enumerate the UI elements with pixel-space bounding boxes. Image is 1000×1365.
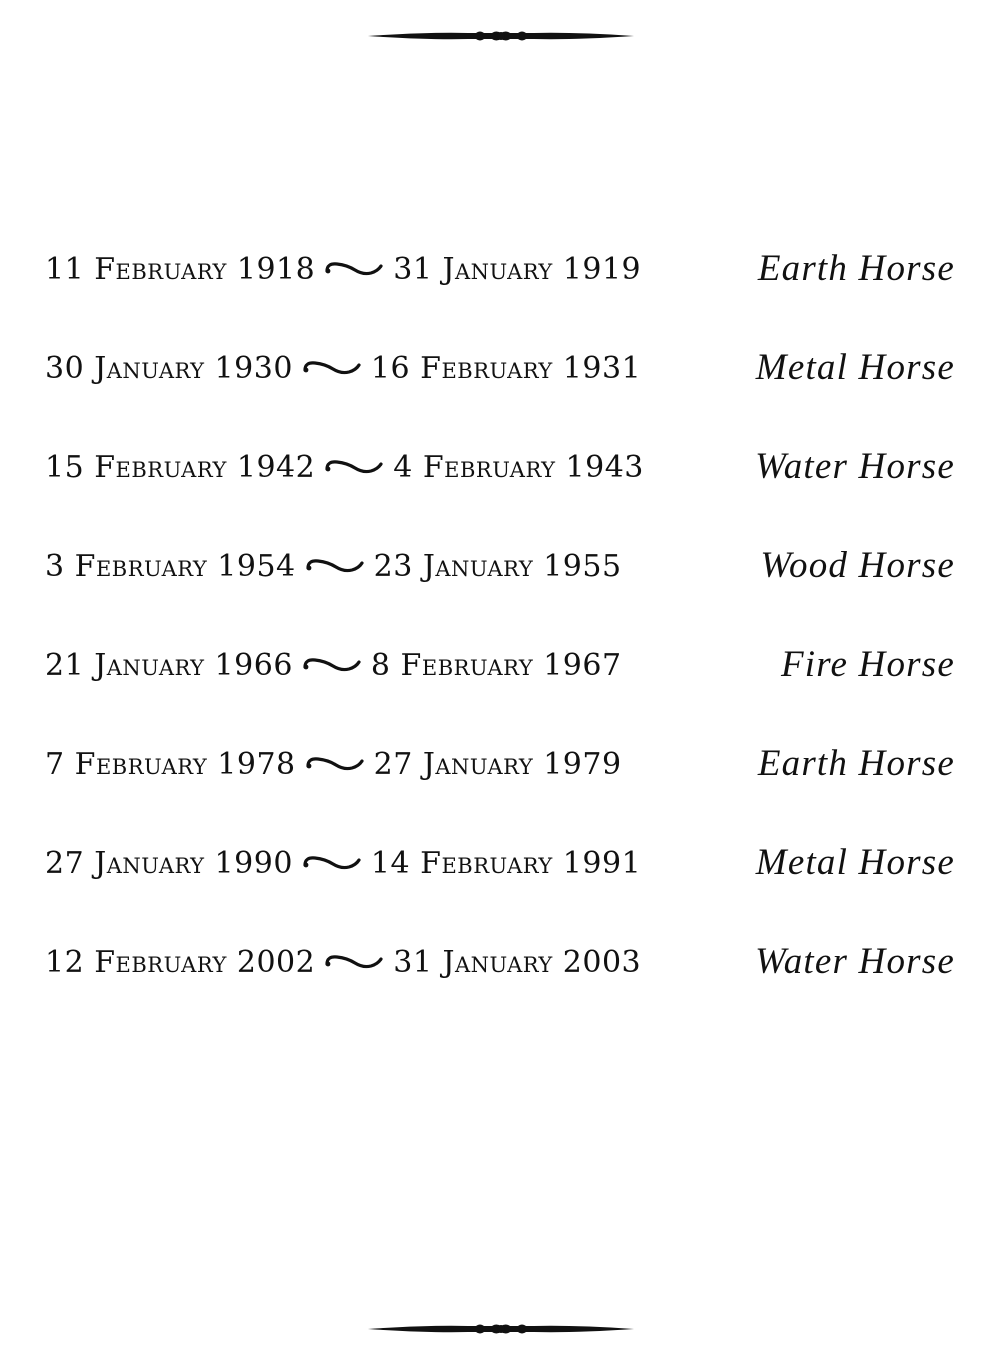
end-date: 23 January 1955 [373,549,622,584]
element-sign: Wood Horse [760,545,955,586]
end-date: 31 January 2003 [393,945,642,980]
date-range [45,549,622,585]
date-range [45,252,641,288]
list-item [0,933,1000,1032]
start-date: 30 January 1930 [45,351,293,386]
start-date: 11 February 1918 [45,252,316,287]
element-sign: Earth Horse [757,248,955,289]
horse-years-list [0,240,1000,1032]
date-range [45,846,641,882]
start-date: 27 January 1990 [45,846,293,881]
element-sign: Earth Horse [757,743,955,784]
swung-dash-icon [325,455,383,477]
swung-dash-icon [306,752,364,774]
list-item [0,537,1000,636]
list-item [0,735,1000,834]
start-date: 12 February 2002 [45,945,316,980]
swung-dash-icon [303,356,361,378]
end-date: 16 February 1931 [370,351,642,386]
start-date: 15 February 1942 [45,450,316,485]
element-sign: Water Horse [755,941,955,982]
element-sign: Water Horse [755,446,955,487]
start-date: 21 January 1966 [45,648,293,683]
end-date: 27 January 1979 [373,747,622,782]
end-date: 4 February 1943 [393,450,644,485]
date-range [45,351,641,387]
list-item [0,834,1000,933]
date-range [45,648,622,684]
swung-dash-icon [306,554,364,576]
swung-dash-icon [325,950,383,972]
start-date: 3 February 1954 [45,549,296,584]
top-ornament-icon [368,29,634,43]
element-sign: Metal Horse [755,842,955,883]
list-item [0,636,1000,735]
date-range [45,747,622,783]
date-range [45,945,641,981]
start-date: 7 February 1978 [45,747,296,782]
swung-dash-icon [325,257,383,279]
list-item [0,438,1000,537]
list-item [0,339,1000,438]
element-sign: Metal Horse [755,347,955,388]
bottom-ornament-icon [368,1322,634,1336]
list-item [0,240,1000,339]
end-date: 14 February 1991 [370,846,642,881]
end-date: 8 February 1967 [370,648,622,683]
swung-dash-icon [303,653,361,675]
date-range [45,450,644,486]
element-sign: Fire Horse [780,644,955,685]
swung-dash-icon [303,851,361,873]
end-date: 31 January 1919 [393,252,642,287]
